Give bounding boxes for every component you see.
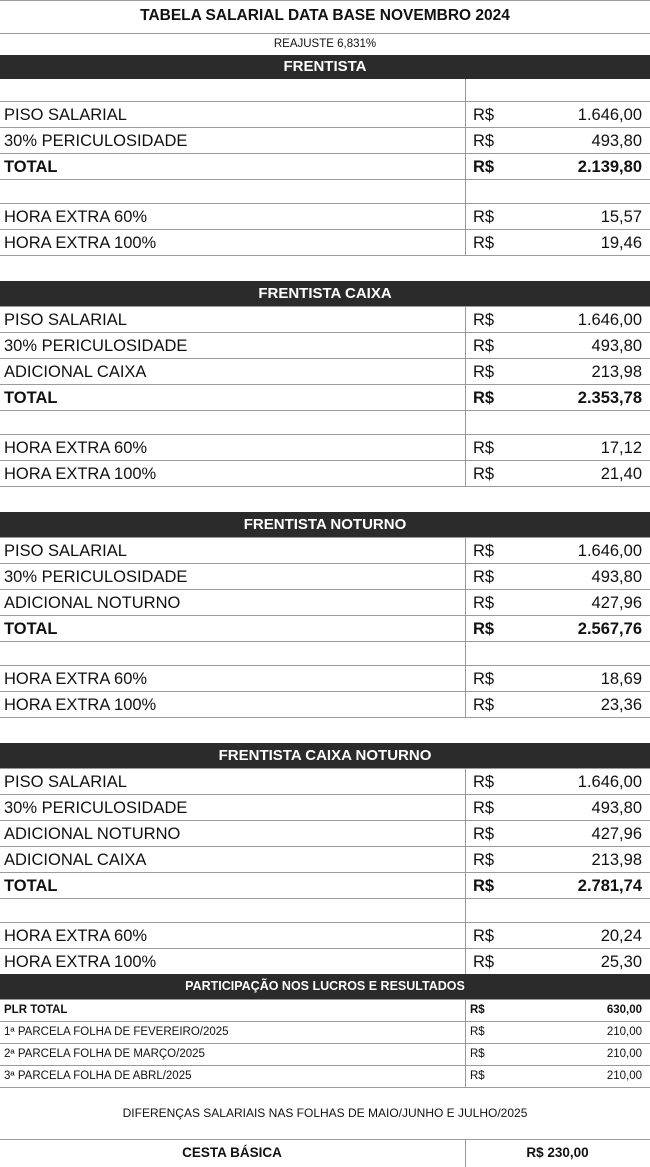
- row-label: HORA EXTRA 100%: [4, 465, 157, 483]
- table-row: [0, 358, 650, 384]
- table-row: [0, 794, 650, 820]
- row-value: 23,36: [600, 696, 642, 714]
- row-label: ADICIONAL CAIXA: [4, 363, 147, 381]
- row-label: PISO SALARIAL: [4, 106, 127, 124]
- plr-total-row: [0, 999, 650, 1021]
- table-row: [0, 434, 650, 460]
- row-value: 18,69: [600, 670, 642, 688]
- column-divider: [465, 615, 466, 641]
- row-label: HORA EXTRA 60%: [4, 927, 148, 945]
- currency-symbol: R$: [473, 568, 495, 586]
- column-divider: [465, 153, 466, 179]
- row-value: 427,96: [591, 594, 642, 612]
- currency-symbol: R$: [473, 389, 495, 407]
- row-label: 30% PERICULOSIDADE: [4, 799, 188, 817]
- currency-symbol: R$: [470, 1048, 485, 1060]
- currency-symbol: R$: [473, 927, 495, 945]
- row-label: TOTAL: [4, 877, 58, 895]
- currency-symbol: R$: [473, 799, 495, 817]
- row-value: 20,24: [600, 927, 642, 945]
- column-divider: [465, 537, 466, 563]
- currency-symbol: R$: [473, 877, 495, 895]
- row-value: 15,57: [600, 208, 642, 226]
- row-label: PISO SALARIAL: [4, 542, 127, 560]
- column-divider: [465, 358, 466, 384]
- row-value: 427,96: [591, 825, 642, 843]
- currency-symbol: R$: [473, 439, 495, 457]
- column-divider: [465, 460, 466, 486]
- column-divider: [465, 846, 466, 872]
- row-label: 2ª PARCELA FOLHA DE MARÇO/2025: [4, 1048, 205, 1060]
- currency-symbol: R$: [473, 851, 495, 869]
- currency-symbol: R$: [470, 1004, 485, 1016]
- currency-symbol: R$: [473, 106, 495, 124]
- column-divider: [465, 898, 466, 922]
- row-label: 30% PERICULOSIDADE: [4, 568, 188, 586]
- currency-symbol: R$: [473, 594, 495, 612]
- cesta-basica-row: [0, 1139, 650, 1167]
- spacer-row: [0, 255, 650, 281]
- currency-symbol: R$: [473, 158, 495, 176]
- table-row: [0, 563, 650, 589]
- row-label: TOTAL: [4, 620, 58, 638]
- row-label: 3ª PARCELA FOLHA DE ABRL/2025: [4, 1070, 192, 1082]
- total-row: [0, 872, 650, 898]
- row-label: HORA EXTRA 60%: [4, 208, 148, 226]
- currency-symbol: R$: [473, 132, 495, 150]
- column-divider: [465, 872, 466, 898]
- row-label: PISO SALARIAL: [4, 311, 127, 329]
- spacer-row: [0, 79, 650, 101]
- currency-symbol: R$: [470, 1070, 485, 1082]
- spacer-row: [0, 641, 650, 665]
- cesta-value: R$ 230,00: [526, 1145, 589, 1160]
- column-divider: [465, 641, 466, 665]
- row-label: 30% PERICULOSIDADE: [4, 337, 188, 355]
- column-divider: [465, 768, 466, 794]
- row-label: HORA EXTRA 60%: [4, 439, 148, 457]
- row-value: 493,80: [591, 799, 642, 817]
- column-divider: [465, 563, 466, 589]
- row-value: 210,00: [606, 1048, 642, 1060]
- total-row: [0, 615, 650, 641]
- table-row: [0, 306, 650, 332]
- plr-row: [0, 1021, 650, 1043]
- column-divider: [465, 306, 466, 332]
- table-row: [0, 127, 650, 153]
- row-value: 210,00: [606, 1026, 642, 1038]
- currency-symbol: R$: [473, 234, 495, 252]
- table-row: [0, 922, 650, 948]
- row-value: 210,00: [606, 1070, 642, 1082]
- currency-symbol: R$: [473, 311, 495, 329]
- currency-symbol: R$: [473, 465, 495, 483]
- row-value: 1.646,00: [577, 311, 642, 329]
- row-value: 1.646,00: [577, 106, 642, 124]
- total-row: [0, 153, 650, 179]
- table-row: [0, 768, 650, 794]
- row-label: ADICIONAL CAIXA: [4, 851, 147, 869]
- section-header: FRENTISTA CAIXA NOTURNO: [0, 743, 650, 768]
- row-value: 2.781,74: [577, 877, 642, 895]
- row-value: 493,80: [591, 568, 642, 586]
- currency-symbol: R$: [473, 542, 495, 560]
- column-divider: [465, 101, 466, 127]
- reajuste-subtitle: REAJUSTE 6,831%: [273, 38, 377, 50]
- total-row: [0, 384, 650, 410]
- table-row: [0, 203, 650, 229]
- row-label: 1ª PARCELA FOLHA DE FEVEREIRO/2025: [4, 1026, 229, 1038]
- currency-symbol: R$: [473, 825, 495, 843]
- plr-row: [0, 1043, 650, 1065]
- row-value: 493,80: [591, 337, 642, 355]
- row-label: PLR TOTAL: [4, 1004, 68, 1016]
- row-value: 2.567,76: [577, 620, 642, 638]
- currency-symbol: R$: [473, 696, 495, 714]
- row-value: 213,98: [591, 363, 642, 381]
- column-divider: [465, 1139, 466, 1167]
- section-header: FRENTISTA: [0, 55, 650, 79]
- column-divider: [465, 434, 466, 460]
- row-label: 30% PERICULOSIDADE: [4, 132, 188, 150]
- table-row: [0, 537, 650, 563]
- currency-symbol: R$: [473, 773, 495, 791]
- row-value: 213,98: [591, 851, 642, 869]
- spacer-row: [0, 717, 650, 743]
- spacer-row: [0, 486, 650, 512]
- row-value: 1.646,00: [577, 542, 642, 560]
- row-label: TOTAL: [4, 158, 58, 176]
- column-divider: [465, 665, 466, 691]
- currency-symbol: R$: [473, 953, 495, 971]
- row-value: 1.646,00: [577, 773, 642, 791]
- page-title: TABELA SALARIAL DATA BASE NOVEMBRO 2024: [140, 7, 510, 24]
- column-divider: [465, 999, 466, 1021]
- spacer-row: [0, 179, 650, 203]
- row-value: 2.353,78: [577, 389, 642, 407]
- row-label: HORA EXTRA 60%: [4, 670, 148, 688]
- row-label: HORA EXTRA 100%: [4, 696, 157, 714]
- column-divider: [465, 229, 466, 255]
- row-value: 25,30: [600, 953, 642, 971]
- currency-symbol: R$: [473, 363, 495, 381]
- column-divider: [465, 948, 466, 974]
- column-divider: [465, 820, 466, 846]
- row-label: ADICIONAL NOTURNO: [4, 594, 181, 612]
- cesta-label: CESTA BÁSICA: [182, 1145, 282, 1160]
- row-label: HORA EXTRA 100%: [4, 953, 157, 971]
- currency-symbol: R$: [473, 670, 495, 688]
- column-divider: [465, 1043, 466, 1065]
- row-value: 493,80: [591, 132, 642, 150]
- table-row: [0, 846, 650, 872]
- currency-symbol: R$: [473, 337, 495, 355]
- table-row: [0, 460, 650, 486]
- table-row: [0, 691, 650, 717]
- table-row: [0, 332, 650, 358]
- column-divider: [465, 589, 466, 615]
- column-divider: [465, 1021, 466, 1043]
- section-header: FRENTISTA NOTURNO: [0, 512, 650, 537]
- table-row: [0, 665, 650, 691]
- table-row: [0, 820, 650, 846]
- table-row: [0, 229, 650, 255]
- column-divider: [465, 410, 466, 434]
- row-value: 630,00: [606, 1004, 642, 1016]
- currency-symbol: R$: [470, 1026, 485, 1038]
- row-label: ADICIONAL NOTURNO: [4, 825, 181, 843]
- column-divider: [465, 794, 466, 820]
- row-label: HORA EXTRA 100%: [4, 234, 157, 252]
- section-header: PARTICIPAÇÃO NOS LUCROS E RESULTADOS: [0, 974, 650, 999]
- column-divider: [465, 203, 466, 229]
- table-row: [0, 948, 650, 974]
- column-divider: [465, 127, 466, 153]
- section-header: FRENTISTA CAIXA: [0, 281, 650, 306]
- spacer-row: [0, 898, 650, 922]
- column-divider: [465, 332, 466, 358]
- column-divider: [465, 179, 466, 203]
- row-value: 21,40: [600, 465, 642, 483]
- plr-row: [0, 1065, 650, 1087]
- column-divider: [465, 79, 466, 101]
- column-divider: [465, 691, 466, 717]
- table-row: [0, 589, 650, 615]
- row-label: TOTAL: [4, 389, 58, 407]
- row-value: 2.139,80: [577, 158, 642, 176]
- currency-symbol: R$: [473, 208, 495, 226]
- row-value: 17,12: [600, 439, 642, 457]
- salary-differences-note: DIFERENÇAS SALARIAIS NAS FOLHAS DE MAIO/JUNHO E JULHO/2025: [122, 1106, 528, 1120]
- row-label: PISO SALARIAL: [4, 773, 127, 791]
- table-row: [0, 101, 650, 127]
- column-divider: [465, 1065, 466, 1087]
- spacer-row: [0, 410, 650, 434]
- row-value: 19,46: [600, 234, 642, 252]
- currency-symbol: R$: [473, 620, 495, 638]
- column-divider: [465, 922, 466, 948]
- column-divider: [465, 384, 466, 410]
